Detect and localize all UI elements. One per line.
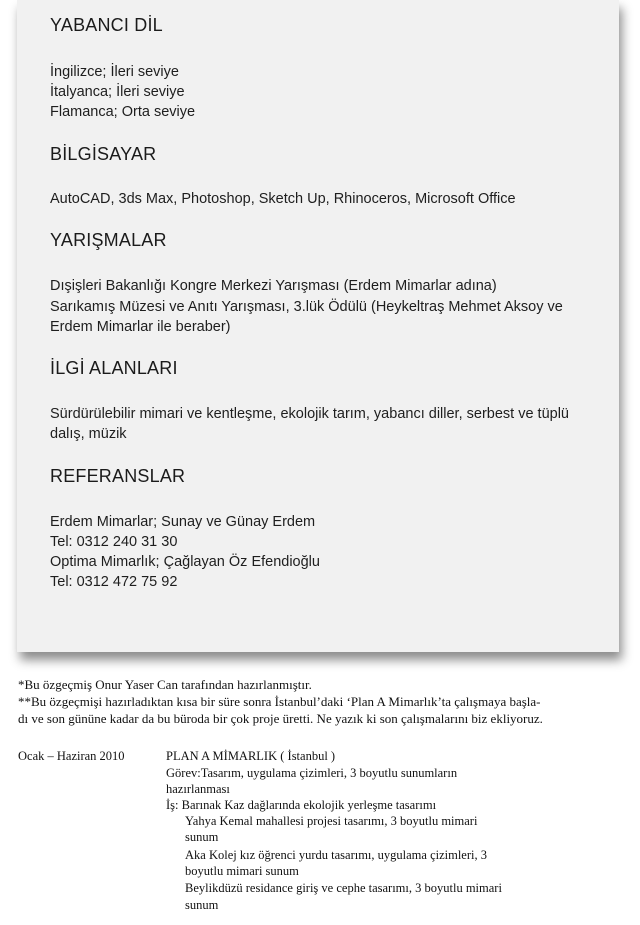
language-item: İtalyanca; İleri seviye (50, 84, 185, 100)
interests-line: dalış, müzik (50, 426, 127, 442)
footnote: **Bu özgeçmişi hazırladıktan kısa bir süre sonra İstanbul’daki ‘Plan A Mimarlık’ta çalışmaya başla- (18, 694, 541, 709)
work-line: boyutlu mimari sunum (185, 864, 299, 878)
reference-line: Tel: 0312 472 75 92 (50, 574, 178, 590)
competition-line: Erdem Mimarlar ile beraber) (50, 319, 231, 335)
footnote: *Bu özgeçmiş Onur Yaser Can tarafından hazırlanmıştır. (18, 677, 312, 692)
work-line: Beylikdüzü residance giriş ve cephe tasarımı, 3 boyutlu mimari (185, 881, 502, 895)
reference-line: Tel: 0312 240 31 30 (50, 534, 178, 550)
cv-page-card (17, 0, 619, 652)
work-line: hazırlanması (166, 782, 230, 796)
work-line: Aka Kolej kız öğrenci yurdu tasarımı, uygulama çizimleri, 3 (185, 848, 487, 862)
footnote: dı ve son gününe kadar da bu büroda bir çok proje üretti. Ne yazık ki son çalışmalarını biz ekliyoruz. (18, 711, 543, 726)
section-title-computer: BİLGİSAYAR (50, 144, 157, 164)
interests-line: Sürdürülebilir mimari ve kentleşme, ekolojik tarım, yabancı diller, serbest ve tüplü (50, 406, 569, 422)
reference-line: Optima Mimarlık; Çağlayan Öz Efendioğlu (50, 554, 320, 570)
work-line: sunum (185, 830, 219, 844)
work-line: sunum (185, 898, 219, 912)
section-title-interests: İLGİ ALANLARI (50, 358, 178, 378)
section-title-competitions: YARIŞMALAR (50, 230, 167, 250)
language-item: Flamanca; Orta seviye (50, 104, 196, 120)
work-line: Yahya Kemal mahallesi projesi tasarımı, 3 boyutlu mimari (185, 814, 478, 828)
section-title-languages: YABANCI DİL (50, 15, 163, 35)
language-item: İngilizce; İleri seviye (50, 64, 179, 80)
work-line: Görev:Tasarım, uygulama çizimleri, 3 boyutlu sunumların (166, 766, 458, 780)
competition-line: Dışişleri Bakanlığı Kongre Merkezi Yarışması (Erdem Mimarlar adına) (50, 278, 497, 294)
reference-line: Erdem Mimarlar; Sunay ve Günay Erdem (50, 514, 316, 530)
work-company: PLAN A MİMARLIK ( İstanbul ) (166, 749, 336, 763)
work-line: İş: Barınak Kaz dağlarında ekolojik yerleşme tasarımı (166, 798, 437, 812)
competition-line: Sarıkamış Müzesi ve Anıtı Yarışması, 3.lük Ödülü (Heykeltraş Mehmet Aksoy ve (50, 299, 563, 315)
work-date: Ocak – Haziran 2010 (18, 749, 125, 763)
software-list: AutoCAD, 3ds Max, Photoshop, Sketch Up, Rhinoceros, Microsoft Office (50, 191, 516, 207)
section-title-references: REFERANSLAR (50, 466, 186, 486)
